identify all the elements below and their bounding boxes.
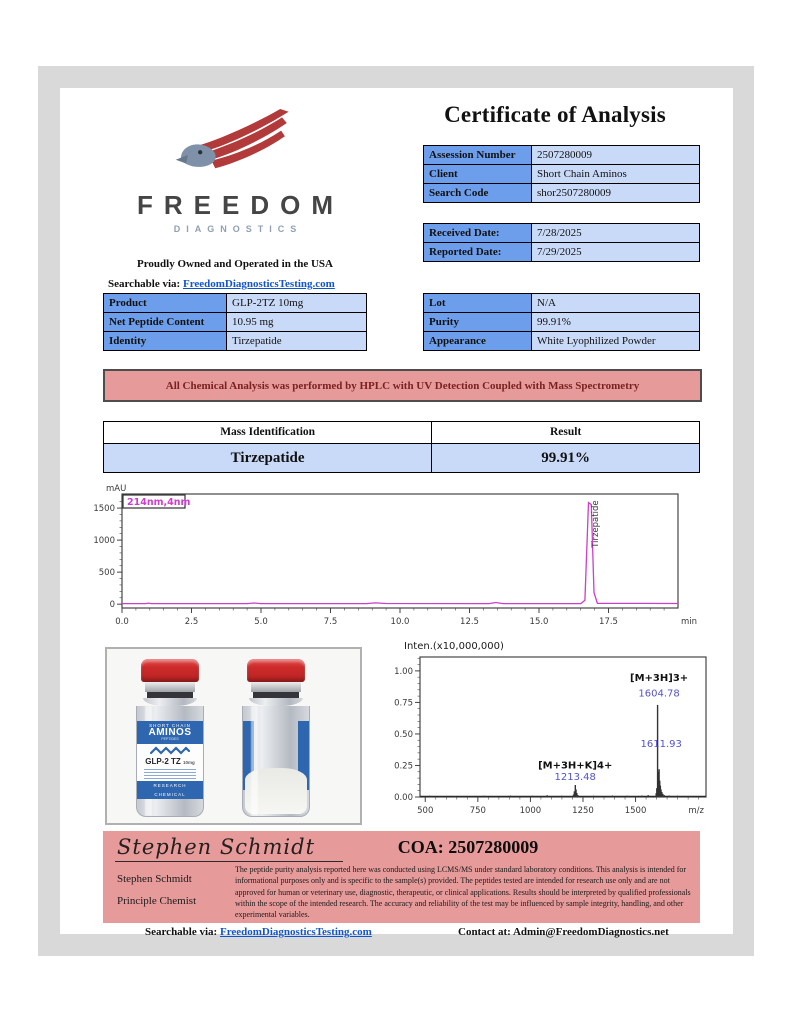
svg-text:1500: 1500 bbox=[624, 806, 647, 816]
vial-shoulder bbox=[143, 698, 197, 706]
coa-number: COA: 2507280009 bbox=[397, 837, 539, 857]
result-header: Result bbox=[432, 422, 699, 443]
page-title: Certificate of Analysis bbox=[444, 102, 666, 127]
mass-identification-table bbox=[103, 421, 700, 473]
spec-table bbox=[423, 293, 700, 351]
svg-text:Inten.(x10,000,000): Inten.(x10,000,000) bbox=[404, 641, 504, 652]
product-label: Product bbox=[104, 294, 226, 312]
vial-brand-band bbox=[137, 721, 203, 744]
svg-text:0: 0 bbox=[109, 600, 115, 611]
zigzag-logo-icon bbox=[150, 746, 190, 755]
search-code-value: shor2507280009 bbox=[532, 184, 699, 202]
svg-text:2.5: 2.5 bbox=[184, 617, 199, 627]
footer-contact: Contact at: Admin@FreedomDiagnostics.net bbox=[458, 926, 669, 938]
svg-text:1000: 1000 bbox=[519, 806, 542, 816]
svg-text:5.0: 5.0 bbox=[254, 617, 268, 627]
footer-searchable bbox=[145, 926, 372, 938]
client-value: Short Chain Aminos bbox=[532, 165, 699, 183]
net-peptide-label: Net Peptide Content bbox=[104, 313, 226, 331]
svg-text:[M+3H+K]4+: [M+3H+K]4+ bbox=[538, 760, 613, 772]
svg-text:0.00: 0.00 bbox=[394, 793, 413, 803]
received-date-label: Received Date: bbox=[424, 224, 531, 242]
vial-body bbox=[242, 706, 310, 817]
vial-brand-line2: AMINOS bbox=[148, 727, 192, 738]
vial-product-text: GLP-2 TZ bbox=[145, 757, 181, 766]
svg-text:1213.48: 1213.48 bbox=[554, 771, 596, 783]
vial-shoulder bbox=[249, 698, 303, 706]
usa-tagline: Proudly Owned and Operated in the USA bbox=[137, 258, 333, 270]
hplc-chromatogram-chart bbox=[78, 482, 703, 632]
logo-subtitle-text: DIAGNOSTICS bbox=[173, 224, 303, 234]
logo-brand-text: FREEDOM bbox=[137, 190, 344, 220]
dates-table bbox=[423, 223, 700, 262]
purity-value: 99.91% bbox=[532, 313, 699, 331]
svg-text:1.00: 1.00 bbox=[394, 666, 413, 677]
product-vials-photo bbox=[105, 647, 362, 825]
client-label: Client bbox=[424, 165, 531, 183]
svg-text:1000: 1000 bbox=[93, 536, 115, 547]
net-peptide-value: 10.95 mg bbox=[227, 313, 366, 331]
disclaimer-text: The peptide purity analysis reported here was conducted using LCMS/MS under standard laboratory conditions. This analysis is intended for informational purposes only and is specific to the sample(s) provided. The peptides tested are intended for research use only and are not approved for human or veterinary use, diagnostic, therapeutic, or clinical applications. Results should be interpreted by qualified professionals within the scope of the intended research. The accuracy and reliability of the test may be influenced by sample integrity, handling, and other experimental variables. bbox=[235, 865, 691, 920]
vial-back bbox=[237, 659, 315, 817]
appearance-label: Appearance bbox=[424, 332, 531, 350]
certificate-page bbox=[60, 88, 733, 938]
accession-number-label: Assession Number bbox=[424, 146, 531, 164]
page-mat bbox=[38, 66, 754, 956]
result-value: 99.91% bbox=[432, 444, 699, 472]
svg-text:214nm,4nm: 214nm,4nm bbox=[127, 497, 191, 508]
svg-text:[M+3H]3+: [M+3H]3+ bbox=[630, 672, 689, 684]
searchable-link[interactable]: FreedomDiagnosticsTesting.com bbox=[182, 278, 335, 290]
vial-brand-line3: PEPTIDES bbox=[161, 737, 179, 741]
lot-value: N/A bbox=[532, 294, 699, 312]
vial-front bbox=[131, 659, 209, 817]
svg-text:1611.93: 1611.93 bbox=[640, 739, 682, 751]
svg-text:7.5: 7.5 bbox=[323, 617, 338, 627]
logo bbox=[95, 108, 375, 234]
footer-searchable-link[interactable]: FreedomDiagnosticsTesting.com bbox=[219, 926, 372, 938]
search-code-label: Search Code bbox=[424, 184, 531, 202]
identity-value: Tirzepatide bbox=[227, 332, 366, 350]
reported-date-label: Reported Date: bbox=[424, 243, 531, 261]
lot-label: Lot bbox=[424, 294, 531, 312]
svg-text:1500: 1500 bbox=[93, 504, 115, 515]
chemist-name: Stephen Schmidt bbox=[117, 873, 192, 885]
footer-searchable-label: Searchable via: bbox=[145, 926, 218, 938]
reported-date-value: 7/29/2025 bbox=[532, 243, 699, 261]
svg-text:1250: 1250 bbox=[572, 806, 594, 816]
svg-text:0.50: 0.50 bbox=[394, 729, 413, 740]
svg-text:500: 500 bbox=[98, 568, 115, 579]
mass-id-header: Mass Identification bbox=[104, 422, 431, 443]
accession-number-value: 2507280009 bbox=[532, 146, 699, 164]
signature-block bbox=[103, 831, 700, 923]
vial-research-band: RESEARCH CHEMICAL bbox=[137, 781, 203, 799]
identity-label: Identity bbox=[104, 332, 226, 350]
vial-product-name bbox=[137, 756, 203, 768]
eagle-logo-icon bbox=[170, 108, 300, 188]
product-value: GLP-2TZ 10mg bbox=[227, 294, 366, 312]
svg-text:Tirzepatide: Tirzepatide bbox=[590, 500, 601, 548]
chemist-role: Principle Chemist bbox=[117, 895, 197, 907]
svg-text:1604.78: 1604.78 bbox=[638, 688, 680, 700]
mass-id-value: Tirzepatide bbox=[104, 444, 431, 472]
product-table bbox=[103, 293, 367, 351]
svg-text:750: 750 bbox=[469, 806, 486, 816]
vial-cap bbox=[141, 659, 199, 682]
svg-text:10.0: 10.0 bbox=[390, 617, 410, 627]
searchable-label: Searchable via: bbox=[108, 278, 181, 290]
mass-spectrum-chart bbox=[388, 637, 715, 822]
appearance-value: White Lyophilized Powder bbox=[532, 332, 699, 350]
vial-cap bbox=[247, 659, 305, 682]
svg-text:0.25: 0.25 bbox=[394, 761, 413, 772]
vial-collar bbox=[251, 682, 301, 692]
glass-highlight bbox=[251, 706, 258, 816]
vial-fine-print bbox=[144, 769, 196, 780]
svg-text:mAU: mAU bbox=[106, 484, 127, 494]
purity-label: Purity bbox=[424, 313, 531, 331]
svg-text:500: 500 bbox=[417, 806, 434, 816]
accession-table bbox=[423, 145, 700, 203]
vial-brand-line1: SHORT CHAIN bbox=[149, 723, 191, 728]
svg-text:12.5: 12.5 bbox=[460, 617, 479, 627]
svg-text:0.75: 0.75 bbox=[394, 698, 413, 709]
signature-script: Stephen Schmidt bbox=[115, 835, 343, 862]
svg-text:15.0: 15.0 bbox=[529, 617, 549, 627]
vial-body bbox=[136, 706, 204, 817]
received-date-value: 7/28/2025 bbox=[532, 224, 699, 242]
svg-text:min: min bbox=[681, 617, 698, 627]
analysis-method-banner: All Chemical Analysis was performed by HPLC with UV Detection Coupled with Mass Spectrometry bbox=[103, 369, 702, 402]
svg-text:0.0: 0.0 bbox=[115, 617, 129, 627]
svg-text:m/z: m/z bbox=[688, 806, 704, 816]
svg-text:17.5: 17.5 bbox=[599, 617, 618, 627]
searchable-line bbox=[108, 278, 335, 290]
vial-collar bbox=[145, 682, 195, 692]
vial-dose-text: 10mg bbox=[183, 760, 195, 765]
vial-label bbox=[137, 721, 203, 799]
